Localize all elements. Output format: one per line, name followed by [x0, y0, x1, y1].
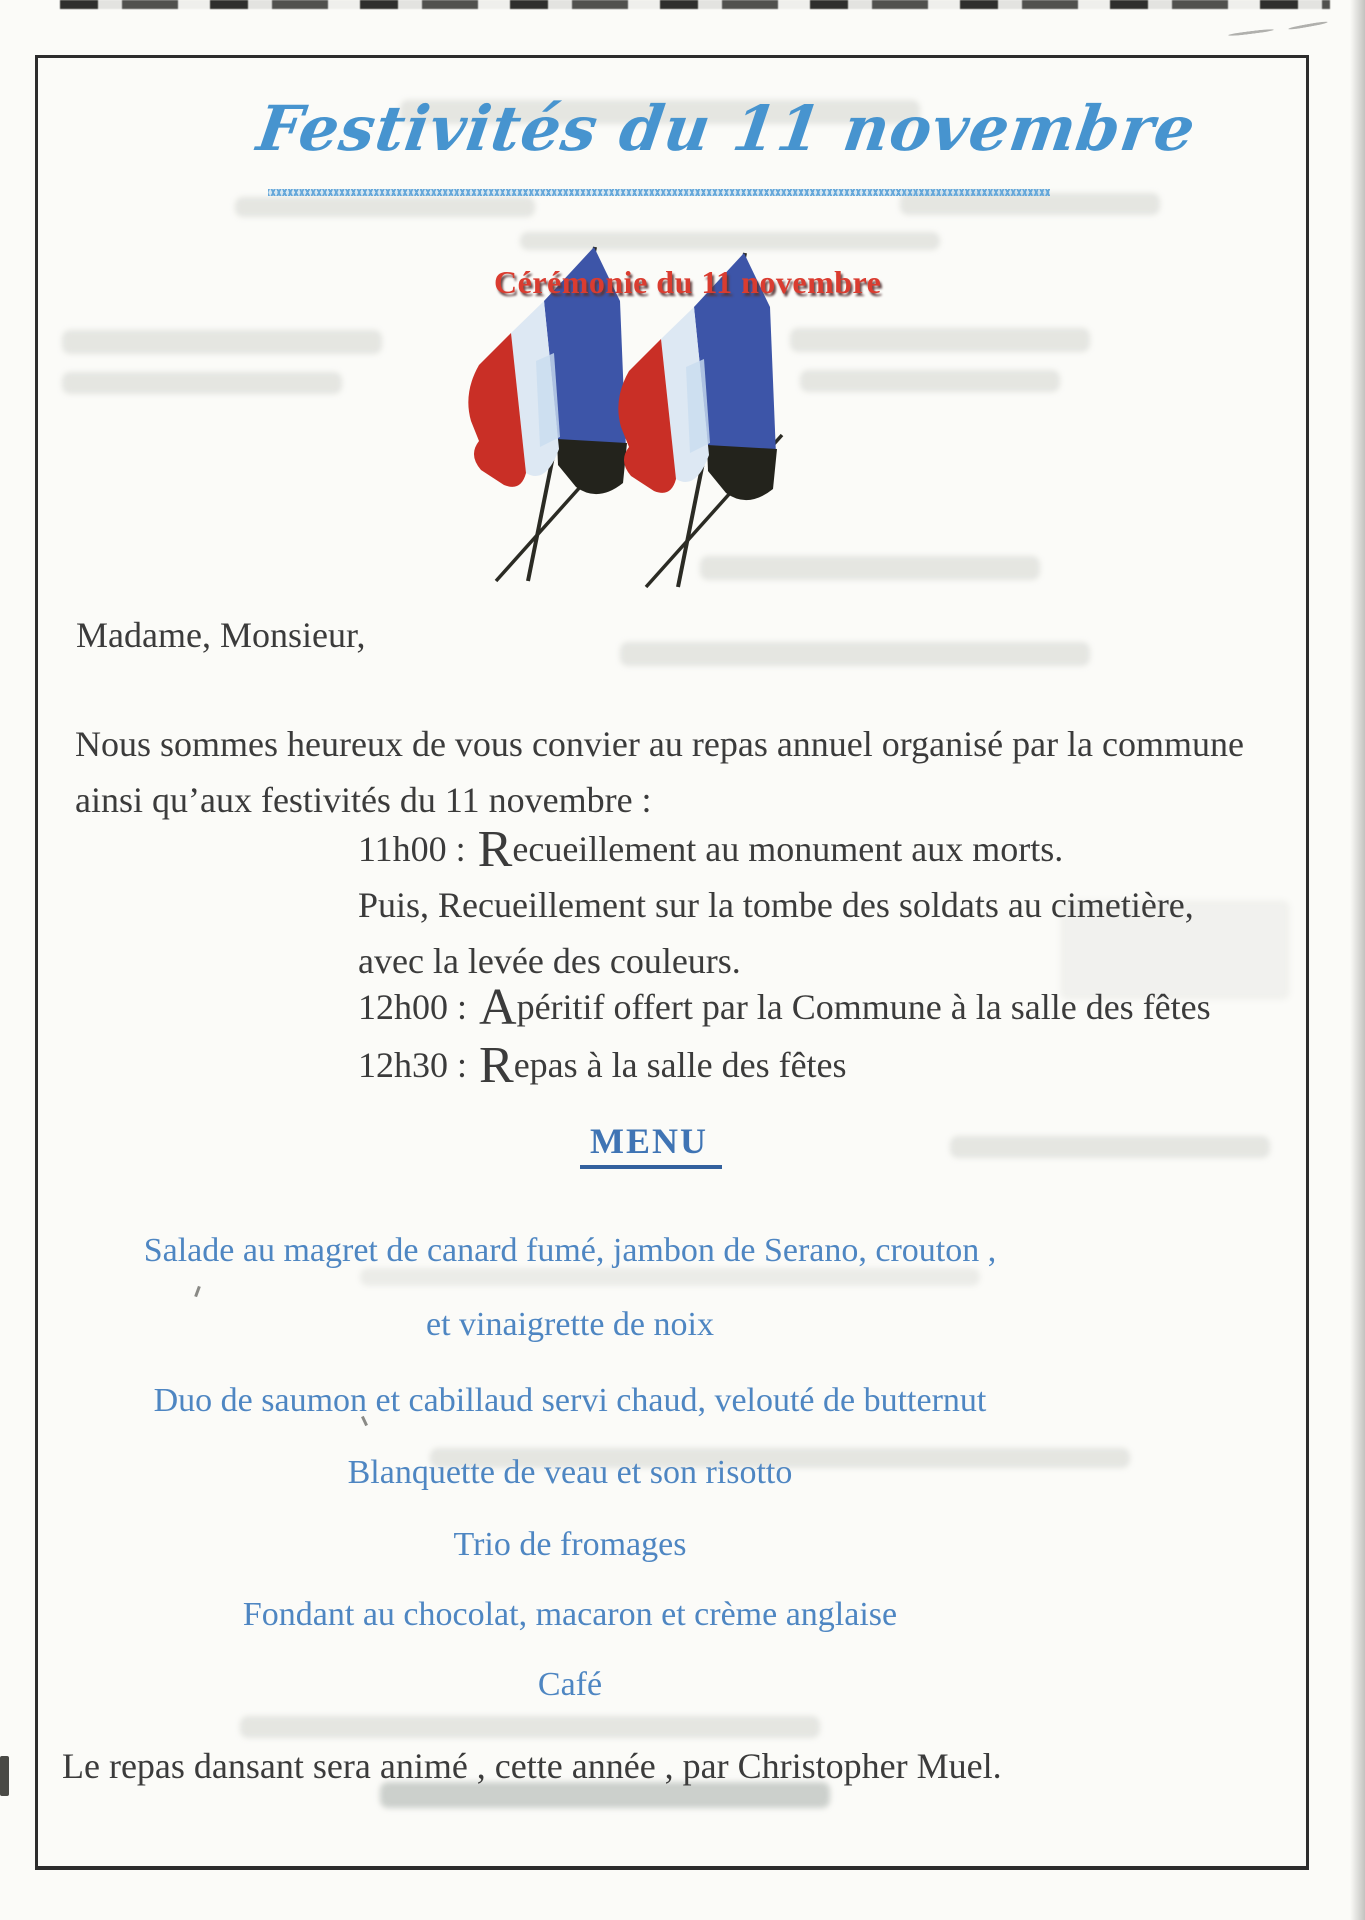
schedule-line-11h00: [358, 821, 1064, 878]
ceremony-subtitle: Cérémonie du 11 novembre: [494, 264, 882, 300]
schedule-line-continuation: [358, 940, 741, 982]
schedule-initial-cap: R: [477, 821, 513, 878]
scan-top-edge-artifact: [60, 0, 1330, 9]
menu-item: Trio de fromages: [453, 1526, 687, 1563]
menu-item: Duo de saumon et cabillaud servi chaud, velouté de butternut: [153, 1382, 987, 1419]
closing-line: Le repas dansant sera animé , cette année , par Christopher Muel.: [62, 1746, 1002, 1786]
intro-paragraph: [75, 716, 1315, 828]
menu-heading: MENU: [580, 1120, 722, 1169]
menu-item: Fondant au chocolat, macaron et crème anglaise: [242, 1596, 898, 1633]
schedule-time: 12h00 :: [358, 987, 468, 1027]
schedule-line-continuation: [358, 884, 1194, 926]
scan-squiggle-artifact: [1288, 21, 1328, 31]
schedule-time: 12h30 :: [358, 1045, 468, 1085]
menu-item: Salade au magret de canard fumé, jambon de Serano, crouton ,: [143, 1232, 997, 1269]
schedule-text: ecueillement au monument aux morts.: [512, 829, 1064, 869]
schedule-initial-cap: R: [479, 1037, 514, 1094]
menu-item: Café: [537, 1666, 603, 1703]
schedule-initial-cap: A: [479, 979, 517, 1036]
title-wavy-underline: [268, 189, 1050, 196]
menu-item: et vinaigrette de noix: [426, 1306, 714, 1343]
page-title: Festivités du 11 novembre: [252, 92, 1201, 165]
schedule-line-12h30: [358, 1037, 847, 1094]
menu-item: Blanquette de veau et son risotto: [347, 1454, 793, 1491]
schedule-text: epas à la salle des fêtes: [513, 1045, 847, 1085]
intro-line-1: Nous sommes heureux de vous convier au repas annuel organisé par la commune: [75, 724, 1244, 764]
intro-line-2: ainsi qu’aux festivités du 11 novembre :: [75, 780, 652, 820]
scan-squiggle-artifact: [1228, 28, 1274, 37]
schedule-text: Puis, Recueillement sur la tombe des soldats au cimetière,: [358, 885, 1194, 925]
scan-left-edge-mark: [0, 1756, 9, 1796]
schedule-text: péritif offert par la Commune à la salle des fêtes: [516, 987, 1211, 1027]
scan-right-edge-artifact: [1350, 0, 1365, 1920]
schedule-time: 11h00 :: [358, 829, 466, 869]
schedule-line-12h00: [358, 979, 1211, 1036]
schedule-text: avec la levée des couleurs.: [358, 941, 741, 981]
salutation: Madame, Monsieur,: [76, 615, 366, 655]
